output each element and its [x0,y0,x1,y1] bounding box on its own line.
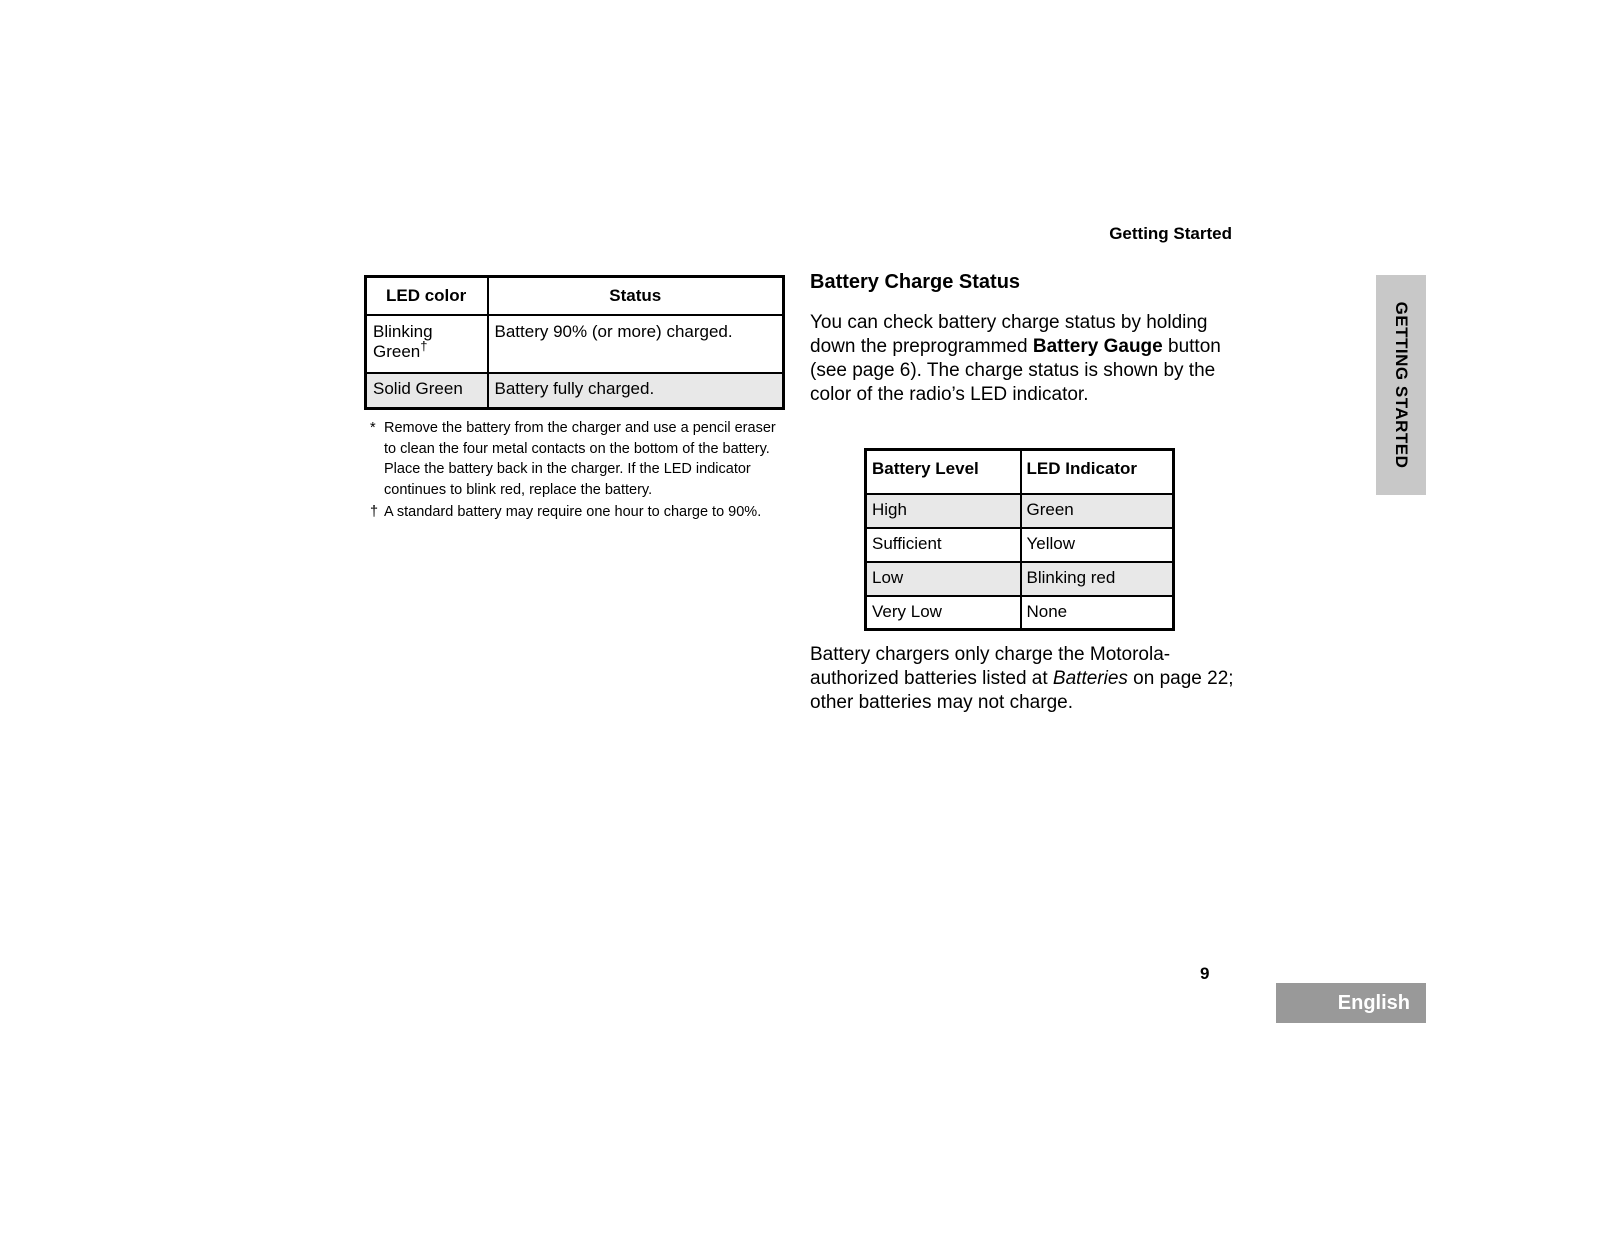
table-row [866,494,1174,528]
paragraph-text: on page 22; other batteries may not charge. [810,668,1234,713]
footnote-mark: * [370,420,376,436]
table-row [866,528,1174,562]
footnotes [370,418,780,525]
table-cell-level: Low [866,562,1021,596]
footnote [370,502,780,523]
table-header-row [866,450,1174,494]
section-title: Battery Charge Status [810,271,1021,293]
table-cell-level: Sufficient [866,528,1021,562]
running-header: Getting Started [1109,224,1232,243]
table-header-row [366,277,784,315]
paragraph-text: You can check battery charge status by holding down the preprogrammed [810,312,1208,357]
table-row [866,562,1174,596]
table-cell-level: Very Low [866,596,1021,630]
footnote-text: A standard battery may require one hour to charge to 90%. [384,504,762,520]
table-cell-status: Battery fully charged. [488,373,784,409]
table-cell-indicator: Yellow [1021,528,1174,562]
chapter-tab-label: GETTING STARTED [1392,301,1411,469]
table-cell-status: Battery 90% (or more) charged. [488,315,784,373]
table-cell-indicator: Blinking red [1021,562,1174,596]
table-cell-level: High [866,494,1021,528]
footnote-mark: † [370,504,379,520]
table-cell-led-color [366,315,488,373]
column-header-status: Status [488,277,784,315]
led-color-text: Blinking Green [373,321,433,361]
table-row [366,315,784,373]
column-header-led-indicator: LED Indicator [1021,450,1174,494]
table-cell-indicator: None [1021,596,1174,630]
column-header-led-color: LED color [366,277,488,315]
table-cell-indicator: Green [1021,494,1174,528]
charger-note-paragraph [810,643,1240,715]
paragraph-text: button (see page 6). The charge status is shown by the color of the radio’s LED indicator. [810,336,1221,405]
battery-status-paragraph [810,311,1240,407]
table-row [366,373,784,409]
table-row [866,596,1174,630]
footnote-text: Remove the battery from the charger and use a pencil eraser to clean the four metal contacts on the bottom of the battery. Place the battery back in the charger. If the LED indicator continues to blink red, replace the battery. [384,420,776,498]
table-cell-led-color: Solid Green [366,373,488,409]
battery-gauge-term: Battery Gauge [1032,336,1163,357]
chapter-side-tab [1376,275,1426,495]
column-header-battery-level: Battery Level [866,450,1021,494]
led-status-table [364,275,785,410]
battery-level-table [864,448,1175,631]
language-tab: English [1276,983,1426,1023]
footnote [370,418,780,500]
dagger-mark: † [420,337,428,353]
page-number: 9 [1200,964,1210,983]
paragraph-text: Battery chargers only charge the Motorola-authorized batteries listed at [810,644,1171,689]
batteries-reference: Batteries [1052,668,1128,689]
